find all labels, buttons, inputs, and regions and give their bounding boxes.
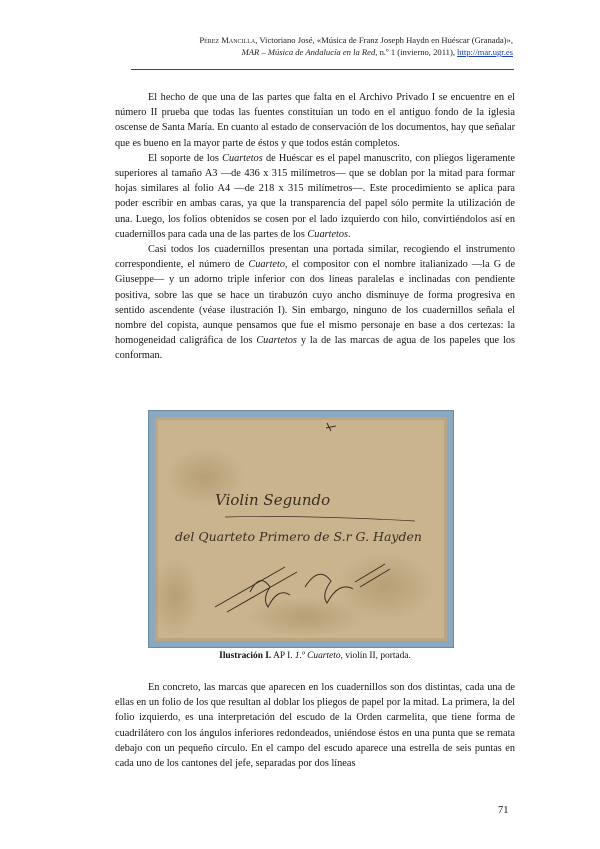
page-number: 71 [498,805,509,816]
caption-post: , violín II, portada. [340,651,411,661]
paragraph [115,680,515,771]
text-run: El hecho de que una de las partes que falta en el Archivo Privado I se encuentre en el número II prueba que todas las fuentes constituían un todo en el antiguo fondo de la iglesia oscense de Santa María. En cuanto al estado de conservación de los documentos, hay que señalar que es bueno en la mayor parte de éstos y que todos están completos. [115,92,516,149]
body-text-bottom [115,680,515,771]
paragraph [115,242,515,364]
header-citation-line2 [100,46,513,58]
caption-pre: AP I. [271,651,295,661]
running-header [100,34,513,58]
figure-caption [115,651,515,661]
header-link[interactable]: http://mar.ugr.es [457,47,513,57]
manuscript-image [155,417,447,641]
body-text-top [115,90,515,364]
manuscript-title: Violin Segundo [215,491,331,509]
manuscript-subtitle: del Quarteto Primero de S.r G. Hayden [175,529,422,544]
italic-run: Cuartetos [256,335,297,347]
italic-run: Cuarteto [248,259,286,271]
paragraph [115,151,515,242]
header-author-rest: , Victoriano José, «Música de Franz Joseph Haydn en Huéscar (Granada)», [255,35,513,45]
header-rule [131,69,514,70]
caption-italic: 1.º Cuarteto [294,651,341,661]
header-citation-line1 [100,34,513,46]
caption-label: Ilustración I. [219,651,272,661]
text-run: y la de las marcas de agua de los papeles que los conforman. [115,335,516,362]
text-run: Casi todos los cuadernillos presentan una portada similar, recogiendo el instrumento correspondiente, el número de [115,244,515,271]
italic-run: Cuartetos [222,152,263,164]
header-journal: MAR – Música de Andalucía en la Red [241,47,376,57]
header-issue: , n.º 1 (invierno, 2011), [375,47,455,57]
italic-run: Cuartetos [307,228,349,240]
text-run: . [348,228,351,240]
illustration-figure [148,410,454,648]
text-run: de Huéscar es el papel manuscrito, con pliegos ligeramente superiores al tamaño A3 —de 436 x 315 milímetros— que se doblan por la mitad para formar hojas similares al folio A4 —de 218 x 315 milímetros—. Este procedimiento se aplica para poder escribir en ambas caras, ya que la transparencia del papel sólo permite la utilización de una. Luego, los folios obtenidos se cosen por el lado izquierdo con hilo, convirtiéndolos así en cuadernillos para cada una de las partes de los [115,152,516,240]
header-author: Pérez Mancilla [199,35,256,45]
text-run: , el compositor con el nombre italianizado —la G de Giuseppe— y un adorno triple inferior con dos líneas paralelas e inclinadas con pendiente positiva, sobre las que se hace un tirabuzón cuyo ancho disminuye de forma progresiva en sentido ascendente (véase ilustración I). Sin embargo, ninguno de los cuadernillos señala el nombre del copista, aunque pensamos que fue el mismo personaje en base a dos certezas: la homogeneidad caligráfica de los [115,259,516,347]
text-run: El soporte de los [148,152,223,164]
paragraph [115,90,515,151]
text-run: En concreto, las marcas que aparecen en los cuadernillos son dos distintas, cada una de ellas en un folio de los que resultan al doblar los pliegos de papel por la mitad. La primera, la del folio izquierdo, es una interpretación del escudo de la Orden carmelita, que tiene forma de cuadrilátero con los ángulos inferiores redondeados, uniéndose éstos en una punta que se remata debajo con un pequeño círculo. En el campo del escudo aparece una estrella de seis puntas en cada uno de los cantones del jefe, separadas por dos líneas [115,682,515,770]
